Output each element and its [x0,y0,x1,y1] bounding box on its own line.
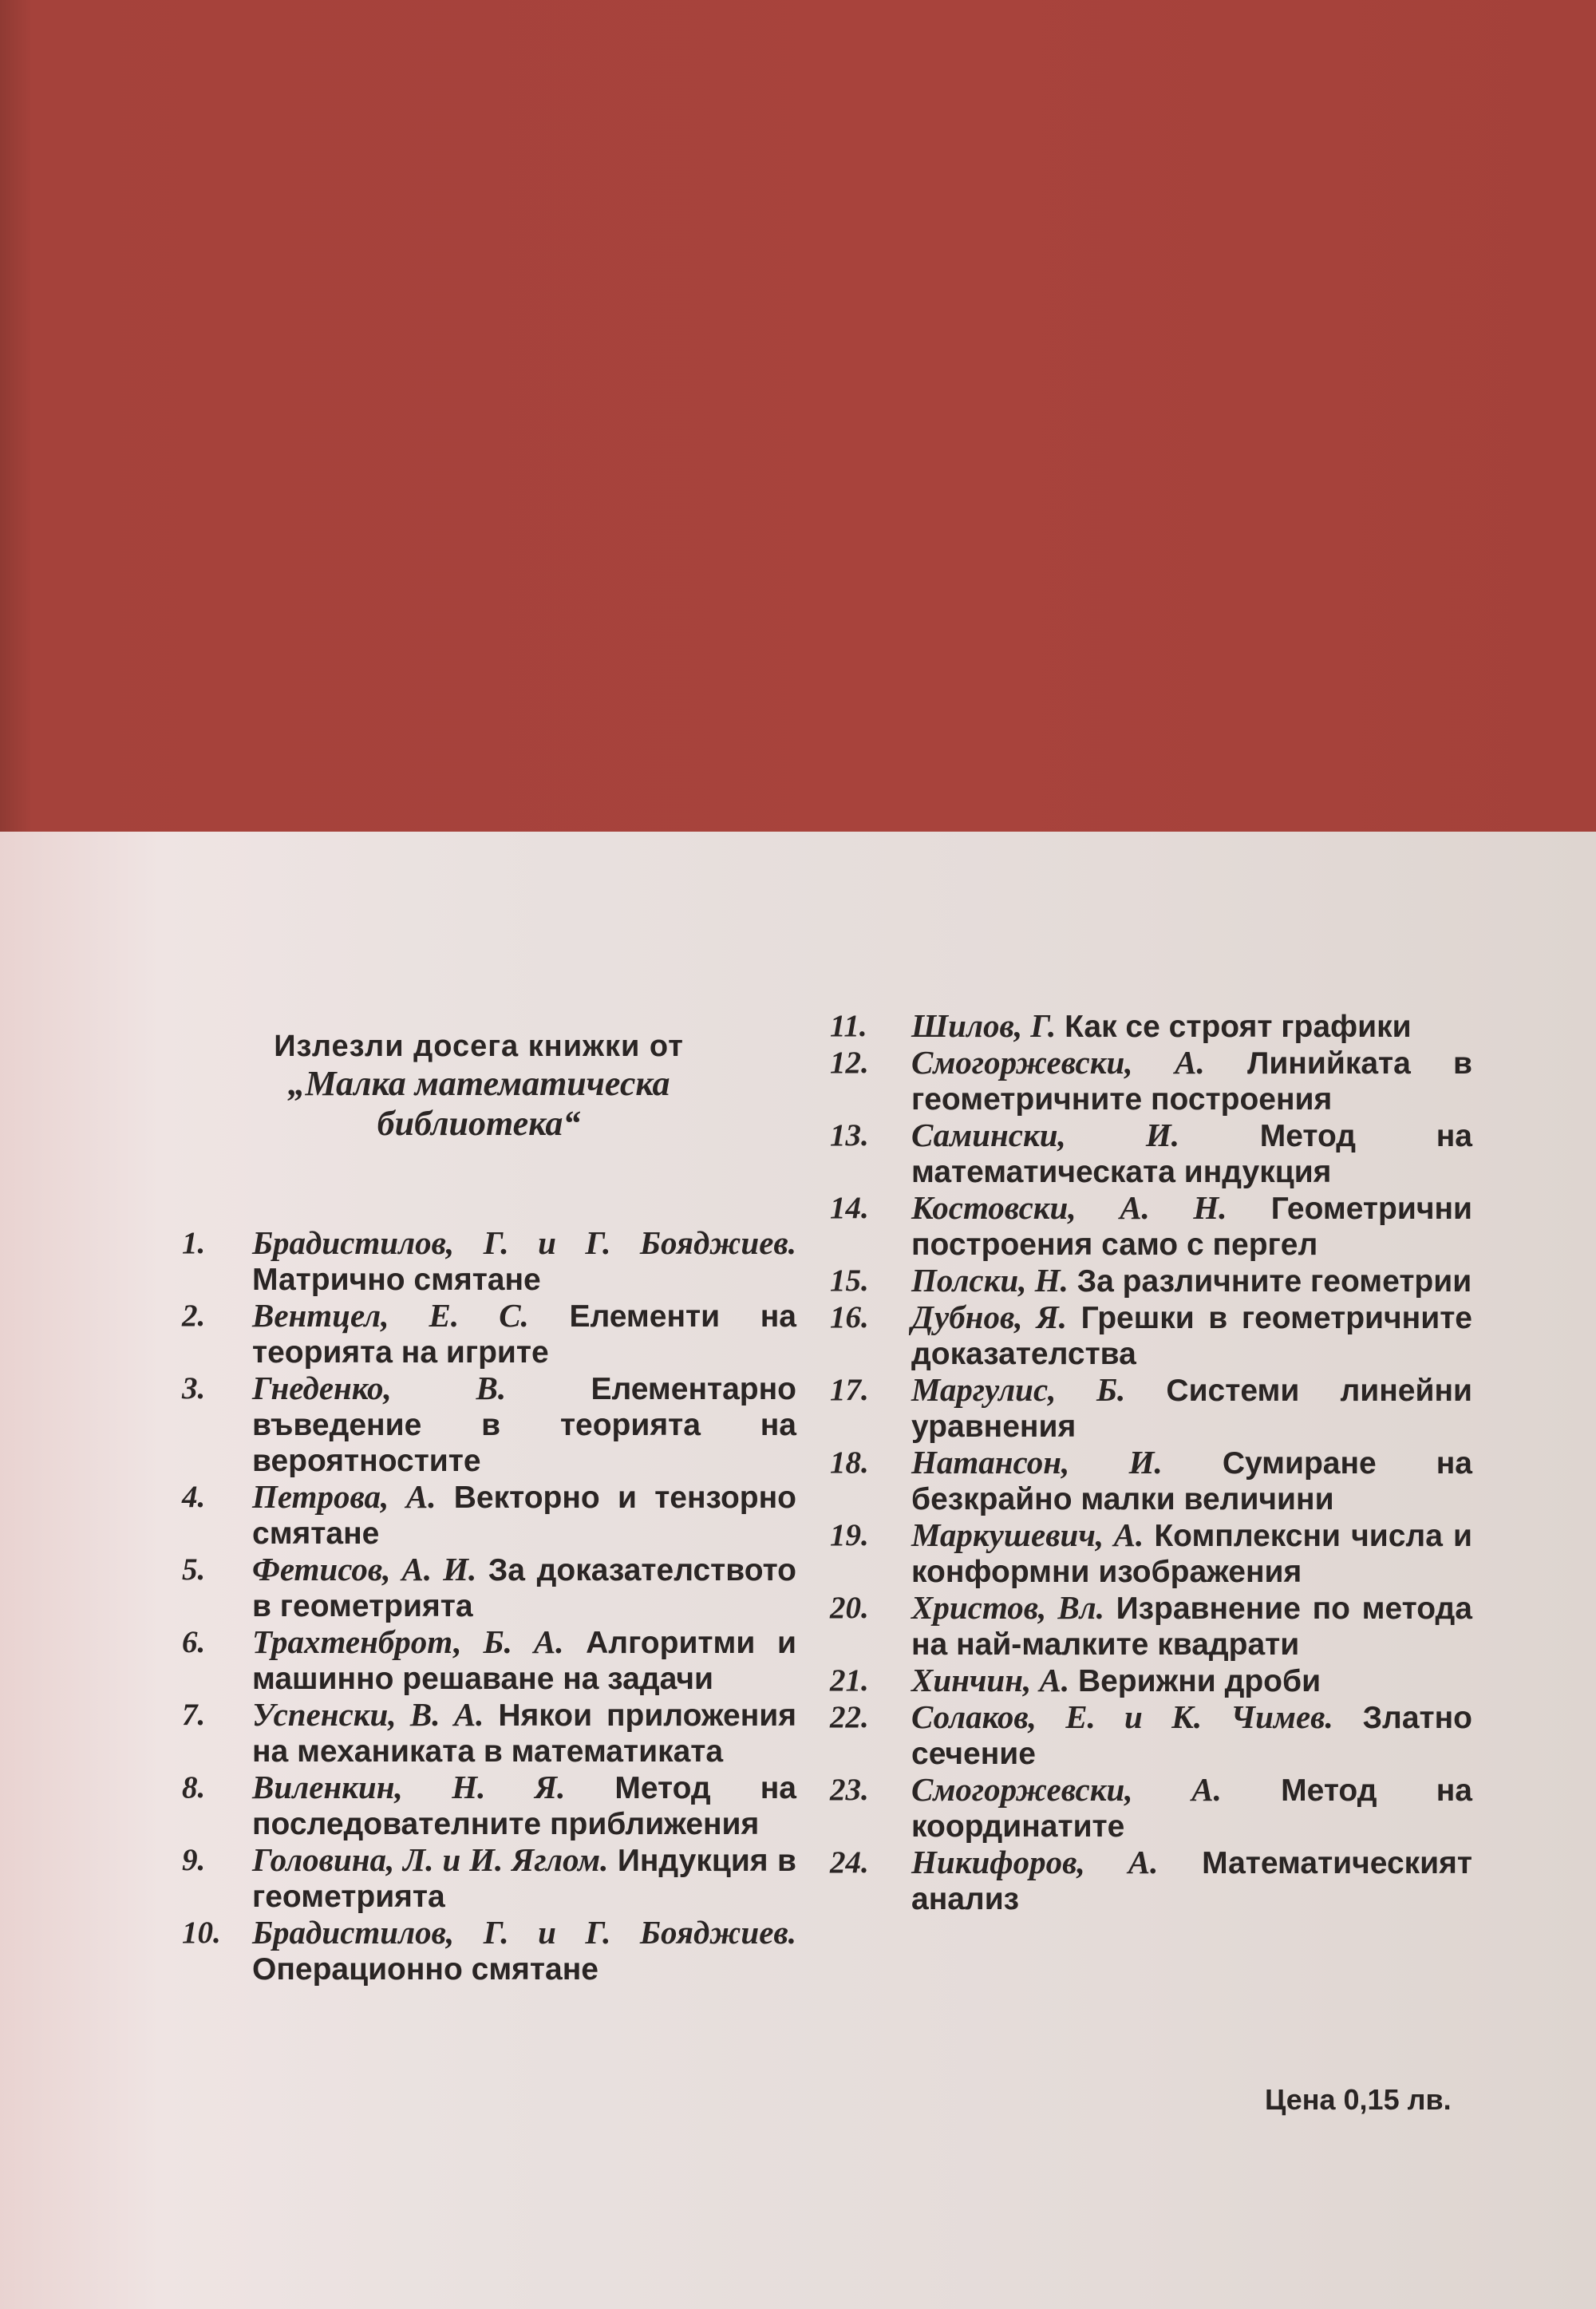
item-number: 24. [830,1845,869,1880]
item-number: 16. [830,1300,869,1334]
item-number: 15. [830,1263,869,1298]
item-number: 23. [830,1773,869,1807]
book-list-left [182,1225,796,1987]
item-author: Петрова, А. [252,1478,437,1515]
item-title: Метод на координатите [911,1773,1472,1844]
item-title: Линийката в геометричните построения [911,1046,1472,1117]
item-author: Вентцел, Е. С. [252,1297,529,1334]
item-author: Головина, Л. и И. Яглом. [252,1841,609,1878]
list-item [830,1117,1472,1190]
item-title: Верижни дроби [1077,1664,1321,1698]
item-number: 17. [830,1373,869,1407]
item-author: Гнеденко, В. [252,1370,507,1406]
item-number: 22. [830,1700,869,1734]
list-item [830,1263,1472,1299]
item-title: За различните геометрии [1077,1264,1472,1299]
heading-line: Излезли досега книжки от [274,1030,684,1063]
item-author: Самински, И. [911,1117,1180,1153]
list-item [830,1590,1472,1663]
list-item [830,1045,1472,1117]
item-title: Операционно смятане [252,1952,598,1987]
list-item [830,1699,1472,1772]
list-item [830,1445,1472,1517]
list-item [830,1517,1472,1590]
list-item [830,1008,1472,1045]
list-item [182,1769,796,1842]
item-number: 6. [182,1625,206,1659]
list-item [830,1772,1472,1844]
item-number: 5. [182,1552,206,1587]
list-item [182,1624,796,1697]
item-author: Успенски, В. А. [252,1696,484,1733]
item-number: 14. [830,1191,869,1225]
item-number: 7. [182,1698,206,1732]
list-item [182,1225,796,1298]
item-title: Индукция в геометрията [252,1844,796,1914]
item-title: Златно сечение [911,1701,1473,1771]
item-number: 19. [830,1518,869,1552]
item-title: Някои приложения на механиката в математиката [252,1698,796,1769]
item-author: Виленкин, Н. Я. [252,1769,566,1805]
item-title: Геометрични построения само с пергел [911,1192,1472,1262]
list-item [182,1842,796,1915]
item-author: Трахтенброт, Б. А. [252,1623,564,1660]
list-item [830,1844,1472,1917]
list-item [182,1370,796,1479]
series-title: „Малка математическа [287,1064,670,1103]
list-item [182,1915,796,1987]
item-number: 12. [830,1046,869,1080]
item-author: Христов, Вл. [911,1589,1104,1626]
item-number: 8. [182,1770,206,1805]
item-author: Смогоржевски, А. [911,1044,1205,1081]
item-title: Как се строят графики [1065,1010,1412,1044]
series-title-line2: библиотека“ [377,1104,581,1143]
item-title: Грешки в геометричните доказателства [911,1301,1472,1371]
item-author: Брадистилов, Г. и Г. Бояджиев. [252,1914,796,1951]
list-item [830,1372,1472,1445]
item-number: 2. [182,1299,206,1333]
list-item [830,1663,1472,1699]
item-author: Натансон, И. [911,1444,1163,1481]
list-item [182,1552,796,1624]
list-item [182,1479,796,1552]
item-title: Системи линейни уравнения [911,1374,1472,1444]
item-title: За доказателството в геометрията [252,1553,796,1623]
item-title: Елементарно въведение в теорията на вероятностите [252,1372,796,1478]
item-author: Маргулис, Б. [911,1371,1126,1408]
list-item [830,1190,1472,1263]
item-author: Шилов, Г. [911,1007,1057,1044]
item-title: Метод на последователните приближения [252,1771,796,1841]
item-number: 1. [182,1226,206,1260]
list-item [182,1697,796,1769]
item-number: 3. [182,1371,206,1406]
item-author: Маркушевич, А. [911,1516,1144,1553]
item-author: Хинчин, А. [911,1662,1070,1698]
book-list-right [830,1008,1472,1917]
item-number: 4. [182,1480,206,1514]
item-author: Брадистилов, Г. и Г. Бояджиев. [252,1224,796,1261]
list-item [182,1298,796,1370]
item-number: 20. [830,1591,869,1625]
item-title: Векторно и тензорно смятане [252,1481,796,1551]
item-author: Фетисов, А. И. [252,1551,477,1587]
price-label: Цена 0,15 лв. [1265,2083,1452,2116]
item-title: Сумиране на безкрайно малки величини [911,1446,1472,1516]
item-author: Никифоров, А. [911,1844,1159,1880]
item-author: Солаков, Е. и К. Чимев. [911,1698,1333,1735]
item-title: Математическият анализ [911,1846,1472,1916]
item-title: Елементи на теорията на игрите [252,1299,796,1370]
item-title: Метод на математическата индукция [911,1119,1472,1189]
cover-red-band [0,0,1596,832]
item-number: 21. [830,1663,869,1698]
item-number: 10. [182,1916,221,1950]
item-number: 11. [830,1009,867,1043]
item-author: Полски, Н. [911,1262,1069,1299]
item-author: Смогоржевски, А. [911,1771,1222,1808]
item-number: 18. [830,1445,869,1480]
item-number: 9. [182,1843,206,1877]
item-title: Алгоритми и машинно решаване на задачи [252,1626,796,1696]
item-author: Дубнов, Я. [911,1299,1068,1335]
item-title: Комплексни числа и конформни изображения [911,1519,1472,1589]
item-number: 13. [830,1118,869,1153]
item-author: Костовски, А. Н. [911,1189,1227,1226]
item-title: Матрично смятане [252,1263,541,1297]
item-title: Изравнение по метода на най-малките квадрати [911,1591,1472,1662]
list-item [830,1299,1472,1372]
series-heading [231,1030,726,1144]
